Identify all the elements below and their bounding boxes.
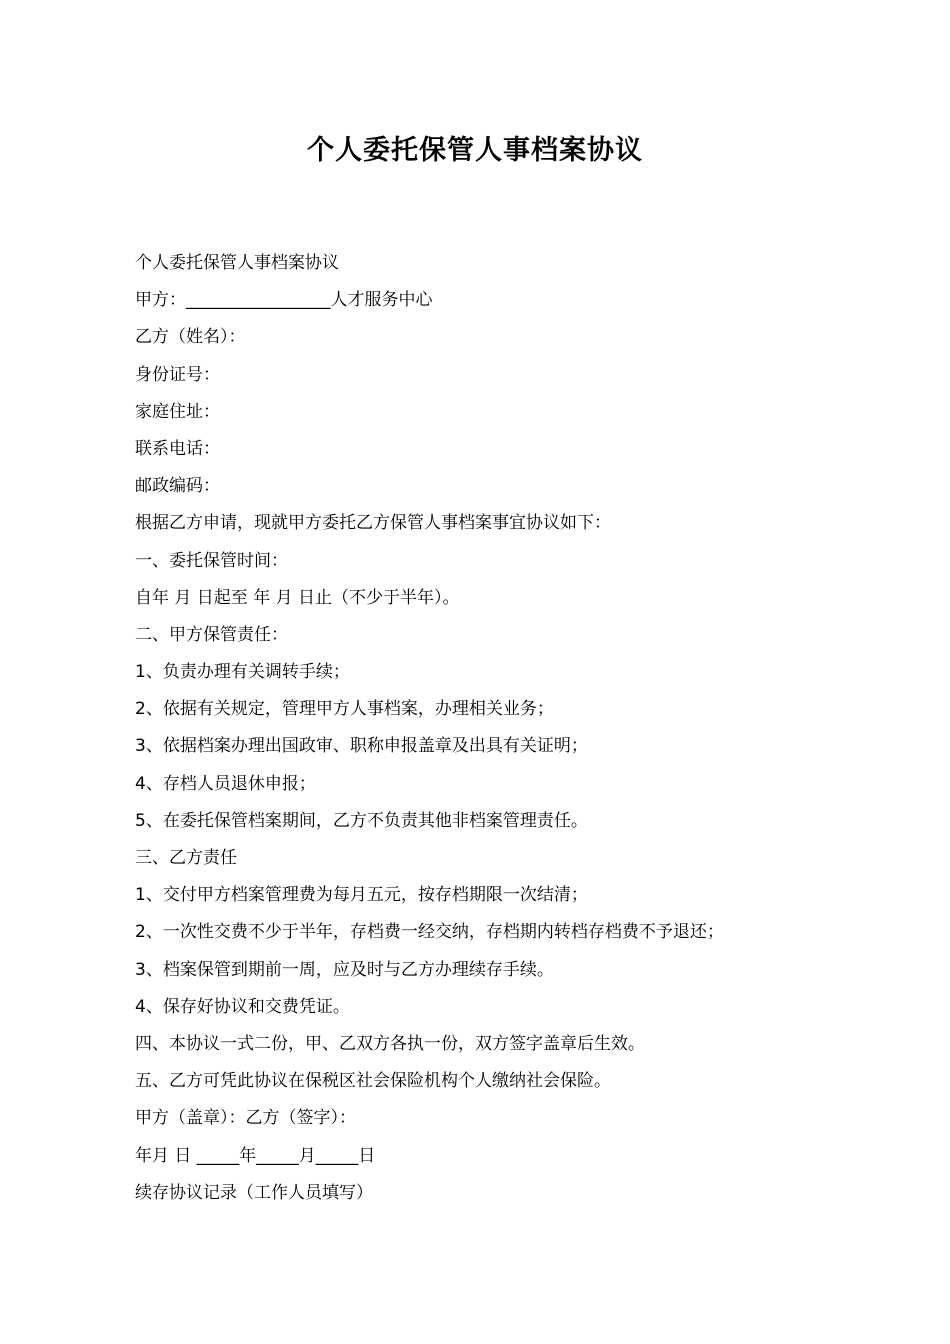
section-2-item-2: 2、依据有关规定，管理甲方人事档案，办理相关业务；: [135, 699, 554, 720]
section-1-heading: 一、委托保管时间：: [135, 550, 288, 571]
phone-line: 联系电话：: [135, 438, 220, 459]
section-1-period: 自年 月 日起至 年 月 日止（不少于半年）。: [135, 587, 460, 608]
section-3-item-2: 2、一次性交费不少于半年，存档费一经交纳，存档期内转档存档费不予退还；: [135, 922, 724, 943]
document-body: [135, 245, 815, 1212]
subtitle-line: 个人委托保管人事档案协议: [135, 253, 339, 273]
party-a-line: 甲方：_________________人才服务中心: [135, 290, 433, 311]
section-5-line: 五、乙方可凭此协议在保税区社会保险机构个人缴纳社会保险。: [135, 1071, 611, 1092]
section-4-line: 四、本协议一式二份，甲、乙双方各执一份，双方签字盖章后生效。: [135, 1033, 645, 1054]
id-number-line: 身份证号：: [135, 364, 220, 385]
postal-code-line: 邮政编码：: [135, 476, 220, 497]
section-2-item-4: 4、存档人员退休申报；: [135, 773, 316, 794]
section-3-item-1: 1、交付甲方档案管理费为每月五元，按存档期限一次结清；: [135, 885, 588, 906]
section-3-heading: 三、乙方责任: [135, 848, 237, 868]
party-b-name-line: 乙方（姓名）：: [135, 327, 246, 348]
date-line: 年月 日 _____年_____月_____日: [135, 1145, 376, 1166]
home-address-line: 家庭住址：: [135, 401, 220, 422]
signature-line: 甲方（盖章）：乙方（签字）：: [135, 1108, 356, 1129]
section-2-heading: 二、甲方保管责任：: [135, 624, 288, 645]
section-3-item-3: 3、档案保管到期前一周，应及时与乙方办理续存手续。: [135, 959, 554, 980]
section-2-item-1: 1、负责办理有关调转手续；: [135, 662, 350, 683]
renewal-record-line: 续存协议记录（工作人员填写）: [135, 1182, 373, 1203]
section-2-item-3: 3、依据档案办理出国政审、职称申报盖章及出具有关证明；: [135, 736, 588, 757]
section-3-item-4: 4、保存好协议和交费凭证。: [135, 996, 350, 1017]
preamble-line: 根据乙方申请，现就甲方委托乙方保管人事档案事宜协议如下：: [135, 513, 611, 534]
document-title: 个人委托保管人事档案协议: [307, 135, 643, 166]
section-2-item-5: 5、在委托保管档案期间，乙方不负责其他非档案管理责任。: [135, 810, 588, 831]
